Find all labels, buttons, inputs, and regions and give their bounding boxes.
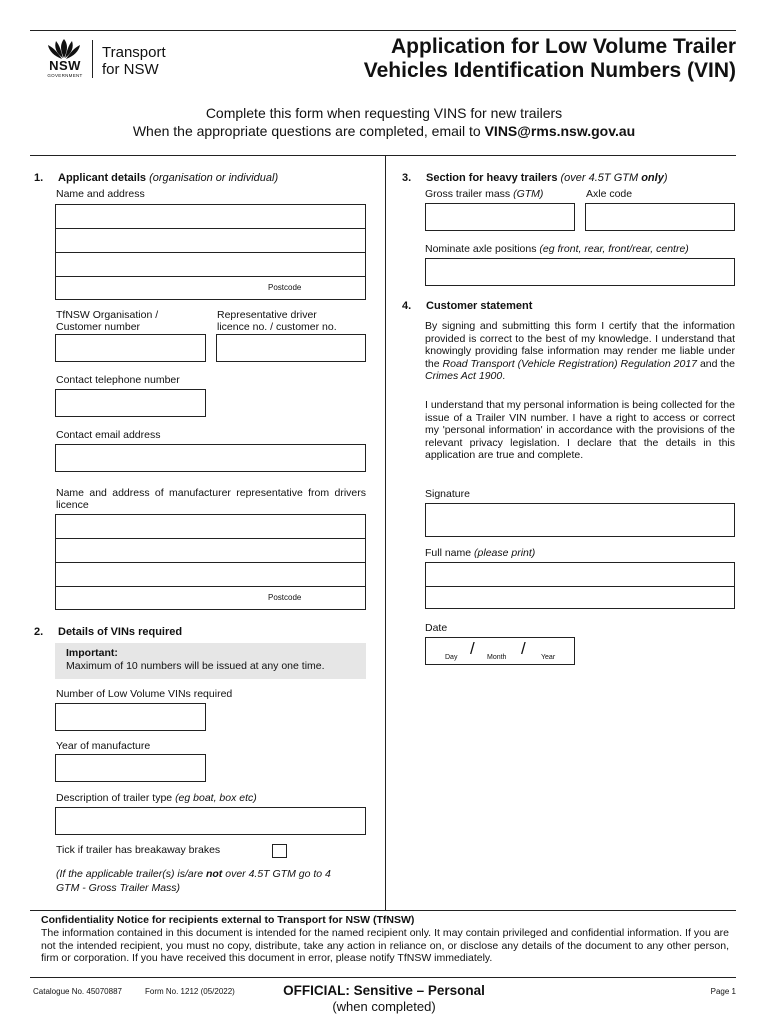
section3-note bbox=[561, 172, 668, 184]
date-label: Date bbox=[425, 622, 448, 634]
statement-and: and the bbox=[699, 357, 735, 370]
rep-licence-label-line1: Representative driver bbox=[217, 309, 317, 321]
gtm-note-a: (If the applicable trailer(s) is/are bbox=[56, 868, 204, 880]
trailer-type-label-text: Description of trailer type bbox=[56, 792, 173, 804]
form-title-line1: Application for Low Volume Trailer bbox=[391, 35, 736, 58]
page-number: Page 1 bbox=[710, 987, 736, 996]
intro-line2-text: When the appropriate questions are completed, email to bbox=[132, 123, 481, 139]
column-divider bbox=[385, 155, 386, 910]
section3-note-a: (over 4.5T GTM bbox=[560, 172, 639, 184]
axle-positions-label bbox=[425, 243, 689, 255]
gtm-note-line2: GTM - Gross Trailer Mass) bbox=[56, 882, 181, 894]
section4-number: 4. bbox=[402, 300, 412, 312]
year-of-manufacture-label: Year of manufacture bbox=[56, 740, 151, 752]
statement-law2: Crimes Act 1900 bbox=[425, 370, 503, 383]
date-slash-1: / bbox=[470, 639, 475, 658]
logo-divider bbox=[92, 40, 93, 78]
year-of-manufacture-field[interactable] bbox=[55, 754, 206, 782]
fullname-line-divider bbox=[426, 586, 734, 587]
manufacturer-line-divider-3 bbox=[56, 586, 365, 587]
signature-field[interactable] bbox=[425, 503, 735, 537]
breakaway-brakes-label: Tick if trailer has breakaway brakes bbox=[56, 844, 221, 856]
classification-when: (when completed) bbox=[332, 999, 436, 1014]
trailer-type-note: (eg boat, box etc) bbox=[175, 792, 257, 804]
statement-end: . bbox=[502, 370, 506, 383]
customer-statement-paragraph bbox=[425, 320, 735, 383]
important-title: Important: bbox=[66, 647, 118, 659]
confidentiality-bottom-rule bbox=[30, 977, 736, 978]
section3-heading bbox=[402, 172, 668, 184]
statement-law1: Road Transport (Vehicle Registration) Regulation 2017 bbox=[442, 357, 698, 370]
axle-positions-label-text: Nominate axle positions bbox=[425, 243, 537, 255]
axle-positions-field[interactable] bbox=[425, 258, 735, 286]
classification-label: OFFICIAL: Sensitive – Personal bbox=[283, 983, 485, 998]
section1-number: 1. bbox=[34, 172, 44, 184]
section2-number: 2. bbox=[34, 626, 44, 638]
org-name-line2: for NSW bbox=[102, 61, 159, 78]
name-address-line-divider-3 bbox=[56, 276, 365, 277]
name-address-label: Name and address bbox=[56, 188, 145, 200]
date-field[interactable] bbox=[425, 637, 575, 665]
section1-title: Applicant details bbox=[58, 172, 147, 184]
section-top-rule bbox=[30, 155, 736, 156]
nsw-government-text: GOVERNMENT bbox=[47, 73, 83, 78]
phone-field[interactable] bbox=[55, 389, 206, 417]
fullname-label-text: Full name bbox=[425, 547, 472, 559]
vin-count-label: Number of Low Volume VINs required bbox=[56, 688, 233, 700]
date-slash-2: / bbox=[521, 639, 526, 658]
rep-licence-field[interactable] bbox=[216, 334, 366, 362]
breakaway-brakes-checkbox[interactable] bbox=[272, 844, 287, 858]
org-name-line1: Transport bbox=[102, 44, 166, 61]
org-number-label-line1: TfNSW Organisation / bbox=[56, 309, 159, 321]
name-address-line-divider-1 bbox=[56, 228, 365, 229]
postcode-label: Postcode bbox=[268, 283, 302, 292]
manufacturer-field[interactable] bbox=[55, 514, 366, 610]
section2-heading bbox=[34, 626, 182, 638]
email-label: Contact email address bbox=[56, 429, 161, 441]
gtm-note-not: not bbox=[205, 868, 223, 880]
section3-note-only: only bbox=[641, 172, 664, 184]
axle-code-field[interactable] bbox=[585, 203, 735, 231]
rep-licence-label-line2: licence no. / customer no. bbox=[217, 321, 337, 333]
waratah-icon bbox=[44, 38, 84, 60]
gtm-note-line1 bbox=[56, 868, 331, 880]
form-title-line2: Vehicles Identification Numbers (VIN) bbox=[363, 59, 736, 82]
gtm-abbr: (GTM) bbox=[513, 188, 544, 200]
intro-line2 bbox=[0, 123, 768, 139]
axle-positions-note: (eg front, rear, front/rear, centre) bbox=[539, 243, 689, 255]
org-number-label-line2: Customer number bbox=[56, 321, 141, 333]
date-year-label: Year bbox=[541, 654, 556, 661]
email-field[interactable] bbox=[55, 444, 366, 472]
name-address-line-divider-2 bbox=[56, 252, 365, 253]
fullname-label bbox=[425, 547, 535, 559]
section3-note-b: ) bbox=[663, 172, 668, 184]
statement-text: By signing and submitting this form I certify that the information provided is correct to the best of my knowledge. I understand that knowingly providing false information may render me liable under the bbox=[425, 320, 735, 370]
nsw-logo bbox=[42, 38, 88, 80]
top-rule bbox=[30, 30, 736, 31]
nsw-wordmark: NSW bbox=[49, 58, 81, 73]
date-day-label: Day bbox=[445, 654, 458, 661]
trailer-type-field[interactable] bbox=[55, 807, 366, 835]
manufacturer-line-divider-1 bbox=[56, 538, 365, 539]
catalogue-number: Catalogue No. 45070887 bbox=[33, 987, 122, 996]
important-notice bbox=[55, 643, 366, 679]
confidentiality-title: Confidentiality Notice for recipients external to Transport for NSW (TfNSW) bbox=[41, 914, 415, 926]
section4-title: Customer statement bbox=[426, 300, 533, 312]
axle-code-label: Axle code bbox=[586, 188, 633, 200]
manufacturer-label: Name and address of manufacturer representative from drivers licence bbox=[56, 487, 366, 511]
section2-title: Details of VINs required bbox=[58, 626, 183, 638]
trailer-type-label bbox=[56, 792, 257, 804]
gtm-field[interactable] bbox=[425, 203, 575, 231]
gtm-label-text: Gross trailer mass bbox=[425, 188, 511, 200]
fullname-field[interactable] bbox=[425, 562, 735, 609]
confidentiality-top-rule bbox=[30, 910, 736, 911]
gtm-label bbox=[425, 188, 543, 200]
important-text: Maximum of 10 numbers will be issued at any one time. bbox=[66, 660, 325, 672]
manufacturer-line-divider-2 bbox=[56, 562, 365, 563]
section3-number: 3. bbox=[402, 172, 412, 184]
vin-count-field[interactable] bbox=[55, 703, 206, 731]
section3-title: Section for heavy trailers bbox=[426, 172, 558, 184]
fullname-note: (please print) bbox=[474, 547, 536, 559]
privacy-paragraph: I understand that my personal information is being collected for the issue of a Trailer VIN number. I have a right to access or correct my 'personal information' in accordance with the provisions of the relevant privacy legislation. I declare that the details in this application are true and complete. bbox=[425, 399, 735, 462]
intro-line1: Complete this form when requesting VINS for new trailers bbox=[205, 105, 563, 121]
signature-label: Signature bbox=[425, 488, 470, 500]
section4-heading bbox=[402, 300, 532, 312]
org-number-field[interactable] bbox=[55, 334, 206, 362]
date-month-label: Month bbox=[487, 654, 507, 661]
form-number: Form No. 1212 (05/2022) bbox=[145, 987, 235, 996]
section1-heading bbox=[34, 172, 278, 184]
vins-email-link[interactable]: VINS@rms.nsw.gov.au bbox=[484, 123, 636, 139]
section1-note: (organisation or individual) bbox=[149, 172, 279, 184]
phone-label: Contact telephone number bbox=[56, 374, 180, 386]
gtm-note-b: over 4.5T GTM go to 4 bbox=[225, 868, 331, 880]
name-address-field[interactable] bbox=[55, 204, 366, 300]
confidentiality-body: The information contained in this document is intended for the named recipient only. It may contain privileged and confidential information. If you are not the intended recipient, you must no copy, distribute, take any action in reliance on, or disclose any details of the document to any other person, firm or corporation. If you have received this document in error, please notify TfNSW immediately. bbox=[41, 927, 729, 965]
manufacturer-postcode-label: Postcode bbox=[268, 593, 302, 602]
